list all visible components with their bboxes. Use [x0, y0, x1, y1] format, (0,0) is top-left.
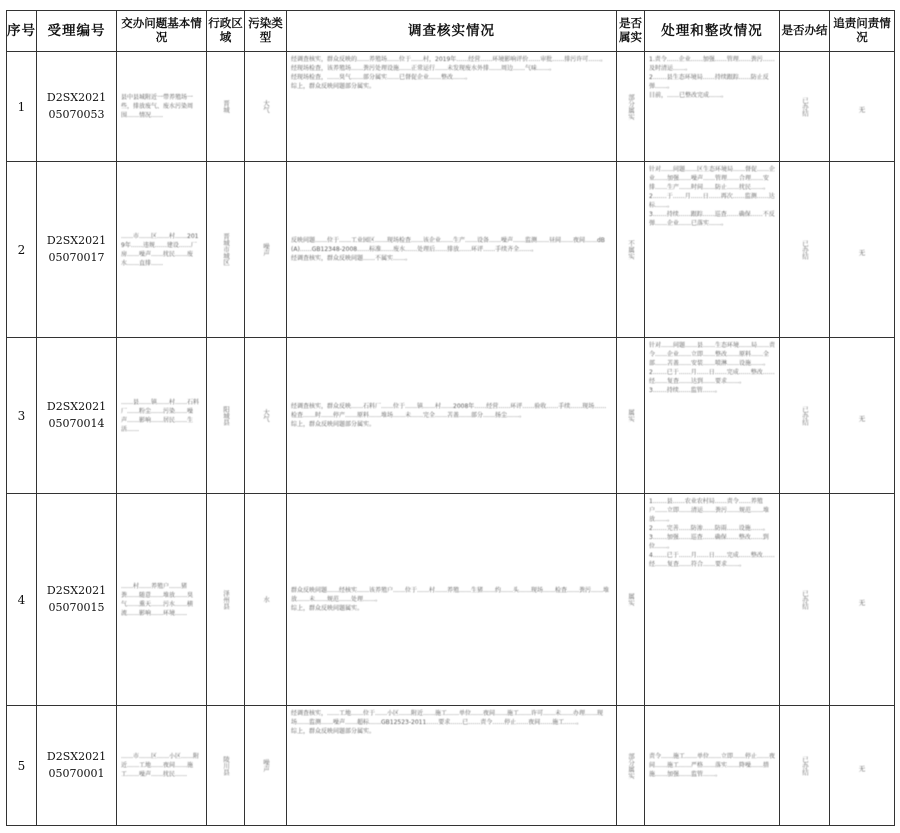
row-code: [37, 162, 117, 338]
row-basic: ……村……养殖户……猪粪……随意……堆放……臭气……熏天……污水……横流……影响……环境……: [121, 582, 194, 617]
row-region: 晋城: [222, 100, 230, 113]
row-region: 晋城市城区: [222, 233, 230, 266]
header-accountability: 追责问责情况: [830, 11, 895, 52]
row-verified: 不属实: [627, 239, 635, 260]
row-code-text: D2SX2021 05070053: [46, 91, 107, 121]
row-closed: 已办结: [801, 589, 809, 610]
row-seq: 2: [7, 162, 37, 338]
row-basic: 县中县城附近一带养殖场一些，排放废气、废水污染周围……情况……: [121, 94, 194, 119]
row-closed: 已办结: [801, 239, 809, 260]
header-handling: 处理和整改情况: [645, 11, 780, 52]
header-code: 受理编号: [37, 11, 117, 52]
row-handling: 针对……问题……区生态环境局……督促……企业……加强……噪声……管理……合理……安排……生产……时间……防止……扰民……。 2.……于……月……日……再次……监测……达标……。 3.……持续……跟踪……巡查……确保……不反弹……企业……已落实……。: [649, 166, 776, 227]
row-code: [37, 52, 117, 162]
row-handling: 针对……问题……县……生态环境……局……责令……企业……立即……整改……原料……全部……苫盖……安装……喷淋……设施……。 2.……已于……月……日……完成……整改……经……复查……达到……要求……。 3.……持续……监管……。: [649, 342, 776, 394]
row-pollution: 大气: [262, 409, 270, 422]
row-investigation: 经调查核实，群众反映……石料厂……位于……镇……村……2008年……经营……环评……验收……手续……现场……检查……时……停产……原料……堆场……未……完全……苫盖……部分……扬尘……。 综上，群众反映问题部分属实。: [291, 403, 607, 428]
row-investigation: 反映问题……位于……工业园区……现场检查……该企业……生产……设备……噪声……监测……昼间……夜间……dB(A)……GB12348-2008……标准……废水……处理后……排放……环评……手续齐全……。 经调查核实，群众反映问题……不属实……。: [291, 237, 605, 262]
header-investigation: 调查核实情况: [287, 11, 617, 52]
header-closed: 是否办结: [780, 11, 830, 52]
header-basic: 交办问题基本情况: [117, 11, 207, 52]
row-region: 陵川县: [222, 755, 230, 776]
row-handling: 1.……县……农业农村局……责令……养殖户……立即……清运……粪污……规范……堆放……。 2.……完善……防渗……防雨……设施……。 3.……加强……巡查……确保……整改……到位……。 4.……已于……月……日……完成……整改……经……复查……符合……要求……。: [649, 498, 775, 568]
row-accountability: 无: [858, 415, 866, 423]
row-code: [37, 338, 117, 494]
row-handling: 1.责令……企业……加强……管理……粪污……及时清运……。 2.……县生态环境局……持续跟踪……防止反弹……。 目前，……已整改完成……。: [649, 56, 775, 99]
row-investigation: 群众反映问题……经核实……该养殖户……位于……村……养殖……生猪……约……头……现场……检查……粪污……堆放……未……规范……处理……。 综上，群众反映问题属实。: [291, 587, 610, 612]
row-closed: 已办结: [801, 96, 809, 117]
row-code-text: D2SX2021 05070014: [46, 400, 107, 430]
row-seq: 4: [7, 494, 37, 706]
table-row: [7, 706, 895, 826]
row-region: 阳城县: [222, 405, 230, 426]
complaint-table: [6, 10, 895, 826]
row-pollution: 水: [262, 596, 270, 603]
row-code-text: D2SX2021 05070001: [46, 750, 107, 780]
row-pollution: 噪声: [262, 243, 270, 256]
row-code: [37, 706, 117, 826]
header-verified: 是否属实: [617, 11, 645, 52]
row-investigation: 经调查核实，群众反映的……养殖场……位于……村，2019年……经营……环境影响评价……审批……排污许可……。经现场检查，该养殖场……粪污处理设施……正常运行……未发现废水外排……周边……气味……。 经现场检查，……臭气……部分属实……已督促企业……整改……。 综上，群众反映问题部分属实。: [291, 56, 607, 90]
row-basic: ……县……镇……村……石料厂……粉尘……污染……噪声……影响……居民……生活……: [121, 398, 200, 433]
row-verified: 属实: [627, 593, 635, 606]
row-handling: 责令……施工……单位……立即……停止……夜间……施工……严格……落实……降噪……措施……加强……监管……。: [649, 753, 776, 778]
table-row: [7, 494, 895, 706]
row-accountability: 无: [858, 599, 866, 607]
row-accountability: 无: [858, 765, 866, 773]
row-basic: ……市……区……村……2019年……违规……建设……厂房……噪声……扰民……废水……直排……: [121, 232, 199, 267]
table-row: [7, 52, 895, 162]
row-seq: 5: [7, 706, 37, 826]
row-verified: 属实: [627, 409, 635, 422]
header-pollution: 污染类型: [245, 11, 287, 52]
row-accountability: 无: [858, 106, 866, 114]
row-region: 泽州县: [222, 589, 230, 610]
row-code-text: D2SX2021 05070017: [46, 234, 107, 264]
row-pollution: 大气: [262, 100, 270, 113]
row-code: [37, 494, 117, 706]
row-seq: 1: [7, 52, 37, 162]
row-verified: 部分属实: [627, 752, 635, 779]
row-pollution: 噪声: [262, 759, 270, 772]
table-row: [7, 162, 895, 338]
row-seq: 3: [7, 338, 37, 494]
header-seq: 序号: [7, 11, 37, 52]
row-basic: ……市……区……小区……附近……工地……夜间……施工……噪声……扰民……: [121, 753, 200, 778]
row-accountability: 无: [858, 249, 866, 257]
report-sheet: [6, 10, 894, 828]
row-closed: 已办结: [801, 755, 809, 776]
row-verified: 部分属实: [627, 93, 635, 120]
row-closed: 已办结: [801, 405, 809, 426]
row-code-text: D2SX2021 05070015: [46, 584, 107, 614]
table-row: [7, 338, 895, 494]
table-header-row: [7, 11, 895, 52]
row-investigation: 经调查核实，……工地……位于……小区……附近……施工……单位……夜间……施工……许可……未……办理……现场……监测……噪声……超标……GB12523-2011……要求……已……责令……停止……夜间……施工……。 综上，群众反映问题部分属实。: [291, 710, 604, 735]
header-region: 行政区域: [207, 11, 245, 52]
